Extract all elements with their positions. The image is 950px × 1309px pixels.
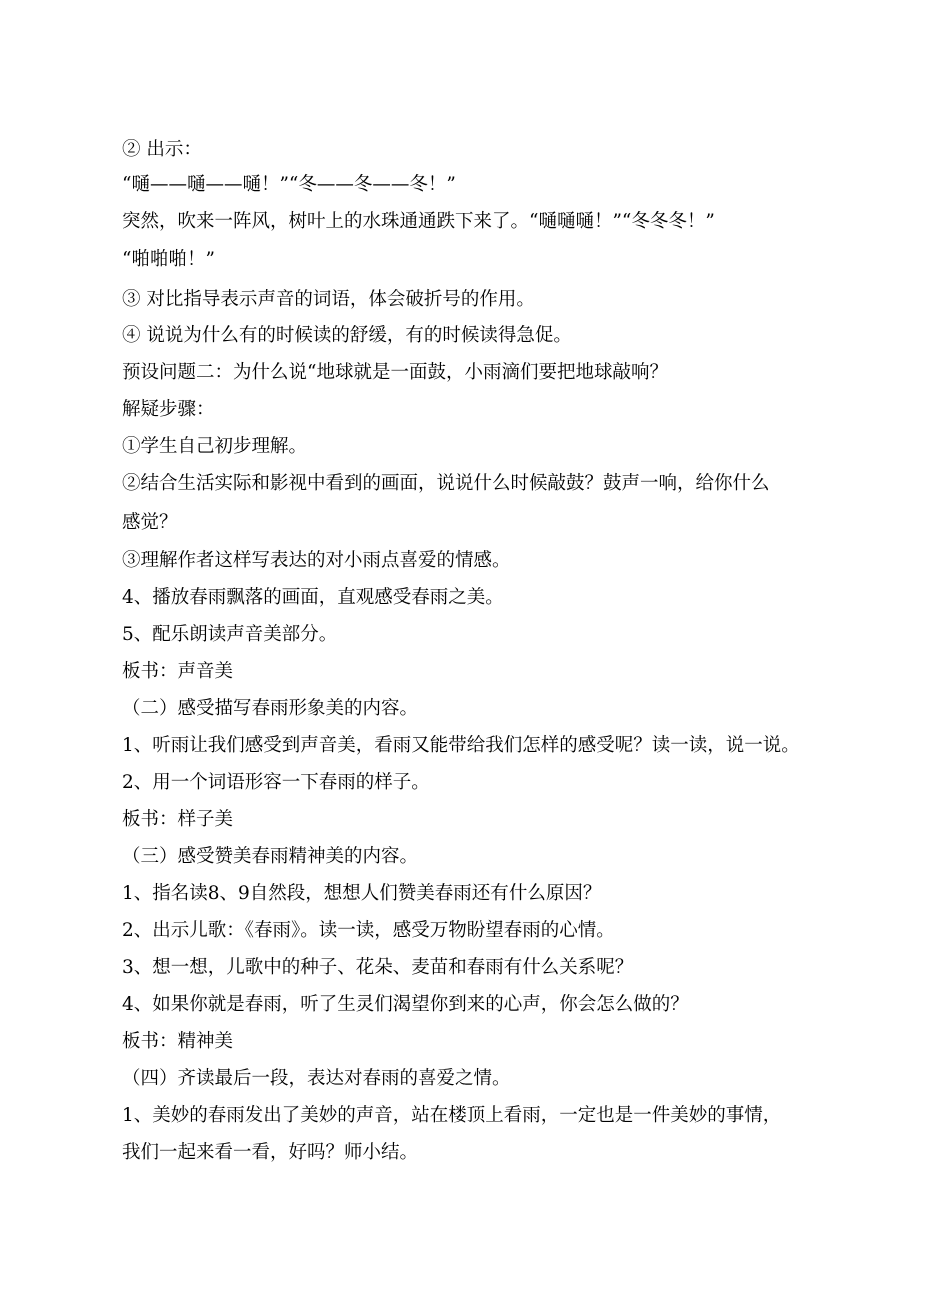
text-line: ④ 说说为什么有的时候读的舒缓，有的时候读得急促。	[122, 325, 572, 346]
text-line: 预设问题二：为什么说“地球就是一面鼓，小雨滴们要把地球敲响？	[122, 362, 668, 383]
text-line: 1、指名读8、9自然段，想想人们赞美春雨还有什么原因？	[122, 883, 602, 904]
text-line: 4、如果你就是春雨，听了生灵们渴望你到来的心声，你会怎么做的？	[122, 994, 689, 1015]
text-line: 解疑步骤：	[122, 399, 215, 420]
text-line: 2、出示儿歌：《春雨》。读一读，感受万物盼望春雨的心情。	[122, 920, 615, 941]
text-line: ①学生自己初步理解。	[122, 436, 308, 457]
text-line: 突然，吹来一阵风，树叶上的水珠通通跌下来了。“嗵嗵嗵！”“冬冬冬！”	[122, 211, 715, 232]
text-line: 板书：精神美	[122, 1031, 234, 1052]
text-line: 感觉？	[122, 512, 178, 533]
text-line: 4、播放春雨飘落的画面，直观感受春雨之美。	[122, 587, 504, 608]
text-line: （二）感受描写春雨形象美的内容。	[122, 698, 419, 719]
text-line: 1、听雨让我们感受到声音美，看雨又能带给我们怎样的感受呢？读一读，说一说。	[122, 735, 800, 756]
text-line: （四）齐读最后一段，表达对春雨的喜爱之情。	[122, 1068, 511, 1089]
text-line: 板书：样子美	[122, 809, 234, 830]
text-line: 1、美妙的春雨发出了美妙的声音，站在楼顶上看雨，一定也是一件美妙的事情，	[122, 1105, 782, 1126]
text-line: 板书：声音美	[122, 661, 234, 682]
text-line: “嗵——嗵——嗵！”“冬——冬——冬！”	[122, 174, 456, 195]
text-line: （三）感受赞美春雨精神美的内容。	[122, 846, 419, 867]
text-line: 2、用一个词语形容一下春雨的样子。	[122, 772, 430, 793]
text-line: ③理解作者这样写表达的对小雨点喜爱的情感。	[122, 550, 511, 571]
text-line: ②结合生活实际和影视中看到的画面，说说什么时候敲鼓？鼓声一响，给你什么	[122, 473, 770, 494]
text-line: ③ 对比指导表示声音的词语，体会破折号的作用。	[122, 289, 535, 310]
text-line: 3、想一想，儿歌中的种子、花朵、麦苗和春雨有什么关系呢？	[122, 957, 634, 978]
text-line: 我们一起来看一看，好吗？师小结。	[122, 1142, 419, 1163]
text-line: 5、配乐朗读声音美部分。	[122, 624, 338, 645]
text-line: ② 出示：	[122, 139, 202, 160]
text-line: “啪啪啪！”	[122, 249, 215, 270]
